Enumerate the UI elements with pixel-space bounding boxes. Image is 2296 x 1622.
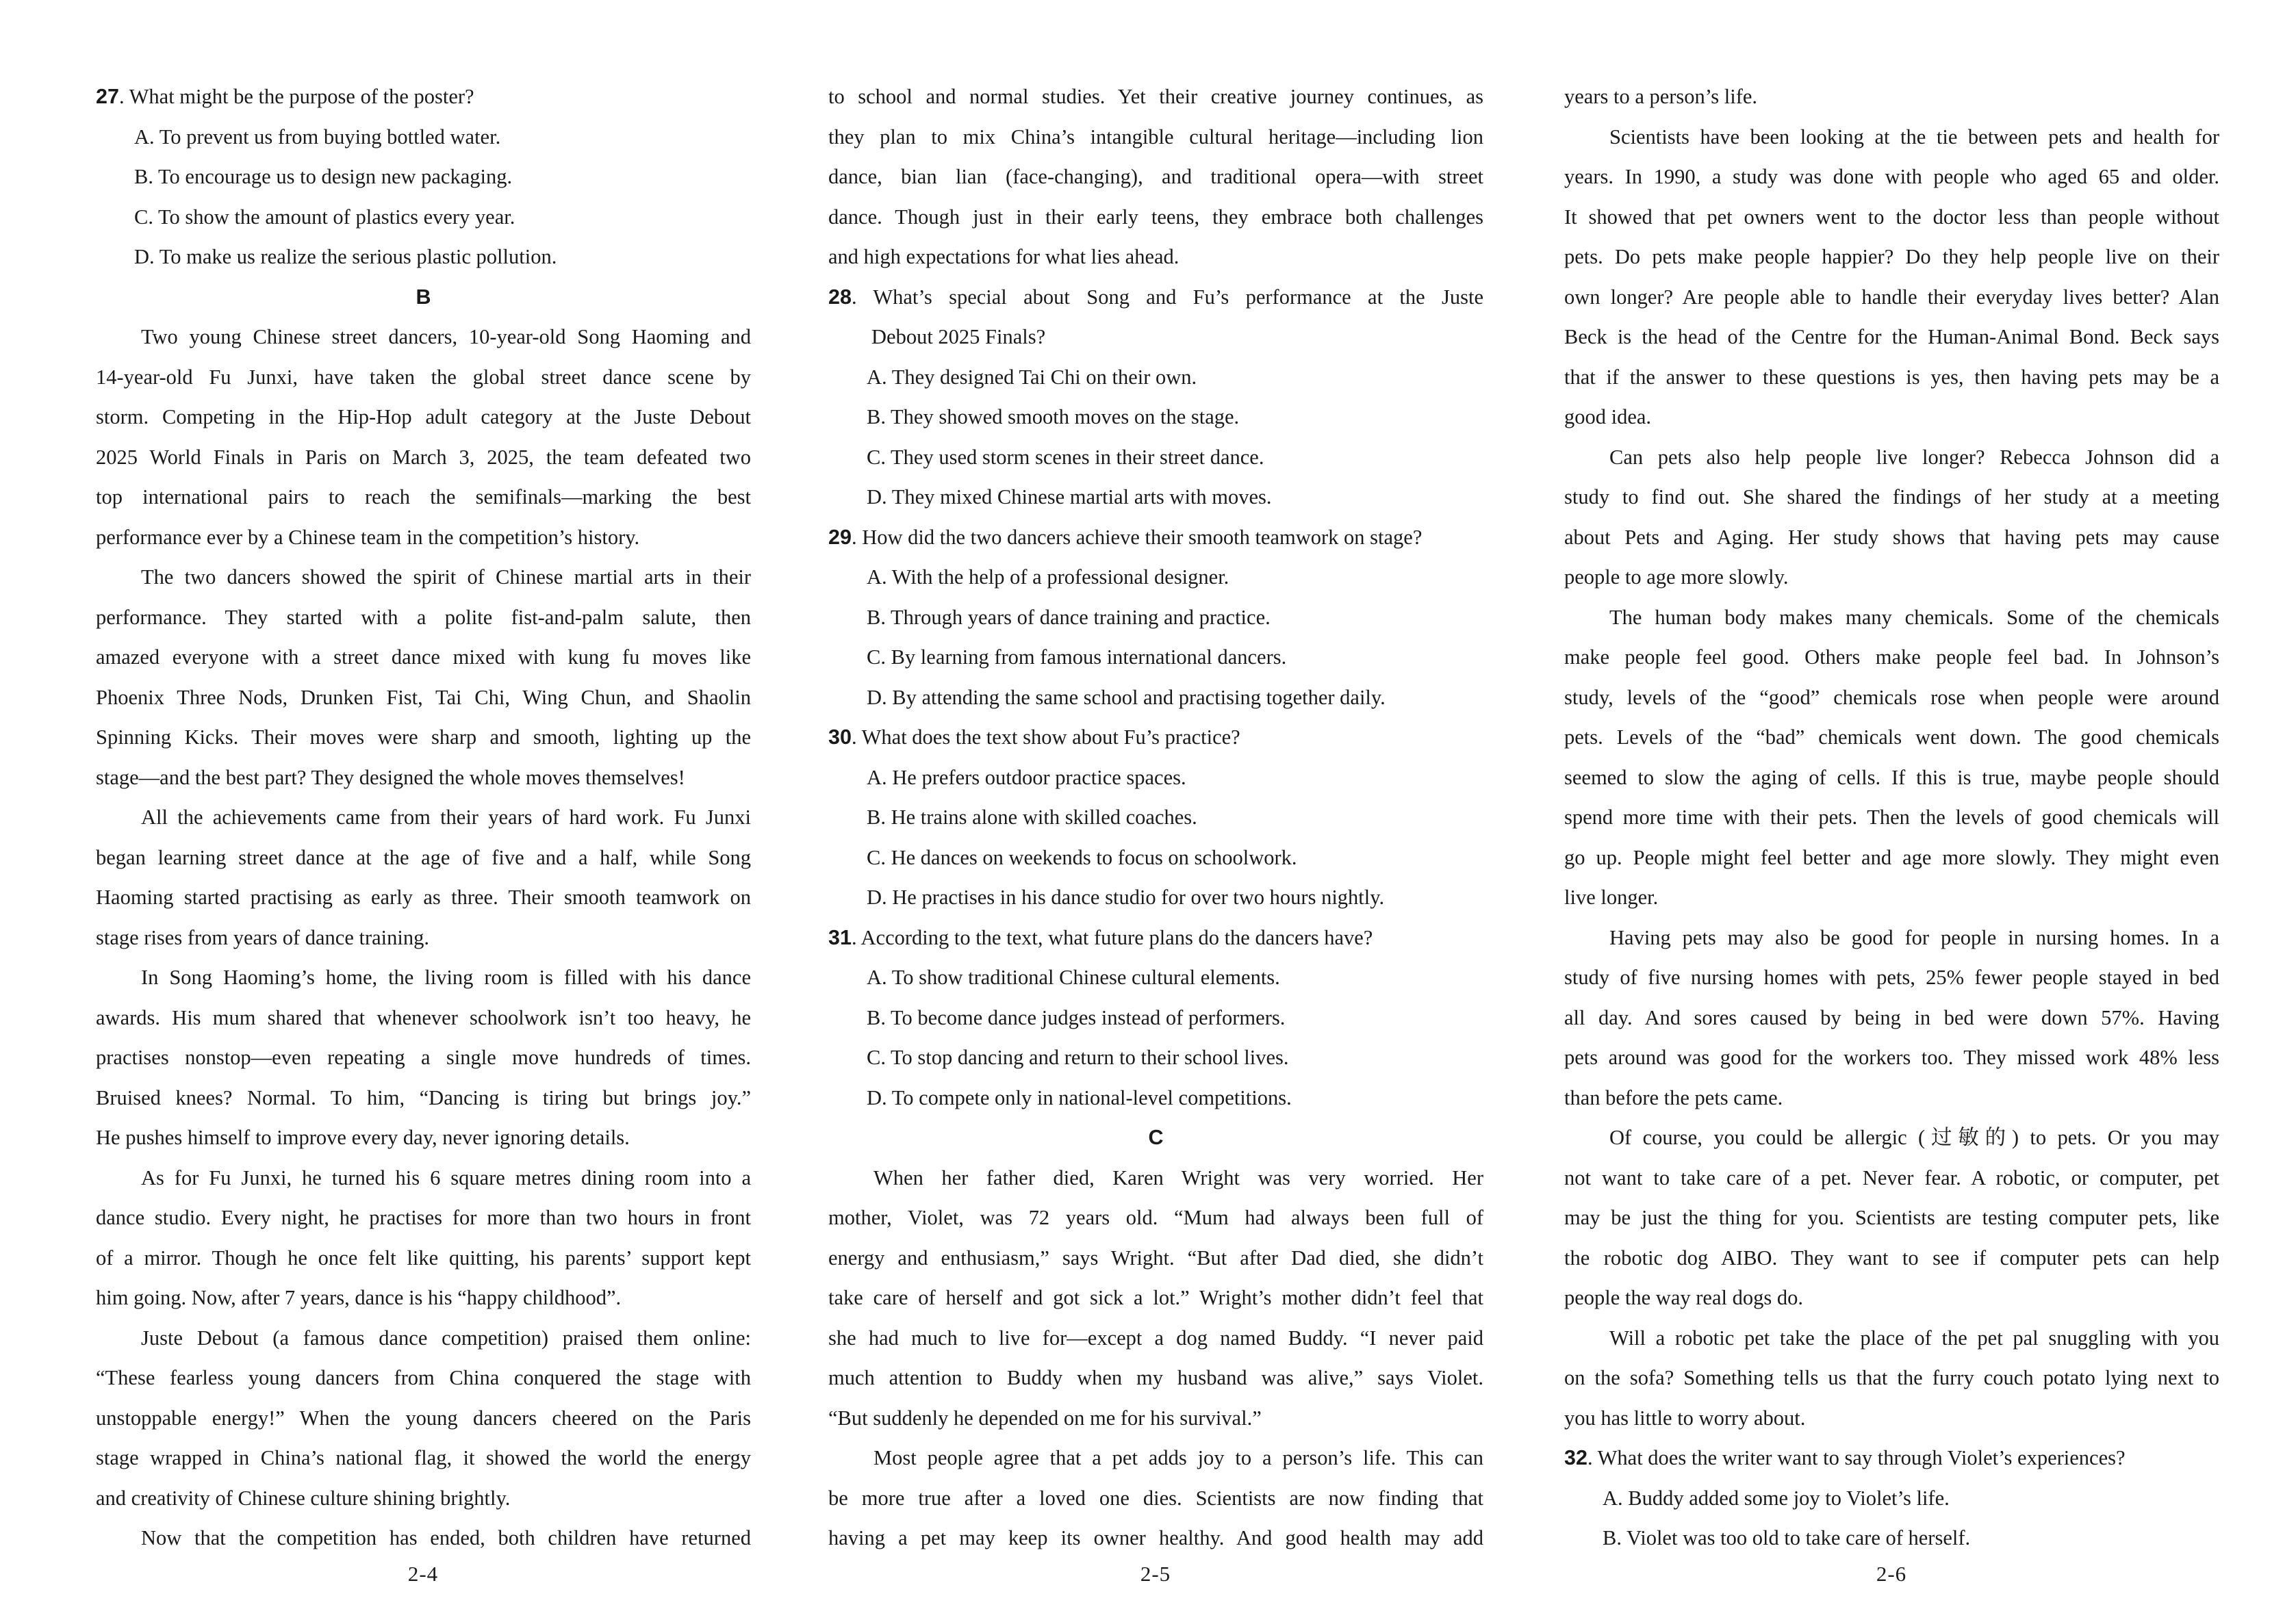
answer-option: C. To stop dancing and return to their school lives. — [867, 1046, 1289, 1069]
answer-option: D. By attending the same school and practising together daily. — [867, 685, 1386, 709]
passage-line: dance. Though just in their early teens, they embrace both challenges — [828, 205, 1483, 229]
passage-line: all day. And sores caused by being in bed were down 57%. Having — [1564, 1005, 2219, 1029]
passage-line: began learning street dance at the age of five and a half, while Song — [96, 845, 751, 869]
passage-line: that if the answer to these questions is yes, then having pets may be a — [1564, 365, 2219, 389]
passage-line: you has little to worry about. — [1564, 1406, 1806, 1430]
passage-line: and high expectations for what lies ahead. — [828, 245, 1179, 268]
passage-line: years to a person’s life. — [1564, 85, 1758, 108]
passage-line: on the sofa? Something tells us that the furry couch potato lying next to — [1564, 1366, 2219, 1389]
answer-option: B. They showed smooth moves on the stage. — [867, 405, 1240, 428]
question-stem — [828, 717, 1483, 758]
passage-line: live longer. — [1564, 886, 1659, 909]
passage-line: top international pairs to reach the semifinals—marking the best — [96, 485, 751, 509]
answer-option: B. Violet was too old to take care of herself. — [1603, 1526, 1971, 1549]
passage-line: may be just the thing for you. Scientists are testing computer pets, like — [1564, 1206, 2219, 1229]
answer-option: A. They designed Tai Chi on their own. — [867, 365, 1197, 389]
question-text: . How did the two dancers achieve their smooth teamwork on stage? — [851, 525, 1423, 549]
passage-line: It showed that pet owners went to the doctor less than people without — [1564, 205, 2219, 229]
answer-option: A. To prevent us from buying bottled water. — [134, 125, 501, 149]
passage-line: When her father died, Karen Wright was very worried. Her — [873, 1166, 1483, 1189]
question-text: . What’s special about Song and Fu’s performance at the Juste — [851, 285, 1483, 309]
passage-line: dance studio. Every night, he practises for more than two hours in front — [96, 1206, 751, 1229]
answer-option: D. He practises in his dance studio for over two hours nightly. — [867, 886, 1385, 909]
page-number: 2-5 — [1140, 1562, 1171, 1586]
question-stem — [828, 517, 1483, 558]
passage-line: Spinning Kicks. Their moves were sharp and smooth, lighting up the — [96, 725, 751, 749]
page-number: 2-4 — [407, 1562, 439, 1586]
passage-line: spend more time with their pets. Then the levels of good chemicals will — [1564, 806, 2219, 829]
passage-line: dance, bian lian (face-changing), and traditional opera—with street — [828, 165, 1483, 188]
passage-line: stage rises from years of dance training. — [96, 925, 429, 949]
passage-line: Now that the competition has ended, both children have returned — [141, 1526, 751, 1549]
passage-line: stage—and the best part? They designed the whole moves themselves! — [96, 765, 685, 789]
passage-line: study of five nursing homes with pets, 25% fewer people stayed in bed — [1564, 966, 2219, 989]
passage-line: Haoming started practising as early as three. Their smooth teamwork on — [96, 886, 751, 909]
question-text: . What does the text show about Fu’s practice? — [851, 725, 1240, 749]
column-page-2-5 — [828, 77, 1483, 1558]
question-text: . According to the text, what future plans do the dancers have? — [851, 925, 1373, 949]
passage-line: people the way real dogs do. — [1564, 1286, 1803, 1309]
page-number: 2-6 — [1876, 1562, 1907, 1586]
passage-line: awards. His mum shared that whenever schoolwork isn’t too heavy, he — [96, 1005, 751, 1029]
passage-line: study, levels of the “good” chemicals rose when people were around — [1564, 685, 2219, 709]
passage-line: 14-year-old Fu Junxi, have taken the global street dance scene by — [96, 365, 751, 389]
column-page-2-4 — [96, 77, 751, 1558]
answer-option: D. They mixed Chinese martial arts with moves. — [867, 485, 1272, 509]
passage-line: He pushes himself to improve every day, never ignoring details. — [96, 1126, 630, 1149]
passage-line: performance. They started with a polite fist-and-palm salute, then — [96, 605, 751, 629]
passage-line: practises nonstop—even repeating a single move hundreds of times. — [96, 1046, 751, 1069]
passage-line: than before the pets came. — [1564, 1085, 1783, 1109]
passage-line: The human body makes many chemicals. Some of the chemicals — [1609, 605, 2219, 629]
passage-line: Bruised knees? Normal. To him, “Dancing is tiring but brings joy.” — [96, 1085, 751, 1109]
question-text: . What does the writer want to say through Violet’s experiences? — [1587, 1446, 2126, 1469]
answer-option: C. He dances on weekends to focus on schoolwork. — [867, 845, 1297, 869]
passage-line: she had much to live for—except a dog named Buddy. “I never paid — [828, 1326, 1483, 1350]
answer-option: C. They used storm scenes in their street dance. — [867, 445, 1264, 469]
passage-line: people to age more slowly. — [1564, 565, 1789, 589]
answer-option: A. Buddy added some joy to Violet’s life. — [1603, 1486, 1950, 1510]
passage-line: him going. Now, after 7 years, dance is his “happy childhood”. — [96, 1286, 622, 1309]
passage-line: Beck is the head of the Centre for the Human-Animal Bond. Beck says — [1564, 325, 2219, 348]
answer-option: D. To make us realize the serious plastic pollution. — [134, 245, 557, 268]
passage-line: years. In 1990, a study was done with people who aged 65 and older. — [1564, 165, 2219, 188]
passage-line: good idea. — [1564, 405, 1652, 428]
passage-line: All the achievements came from their years of hard work. Fu Junxi — [141, 806, 751, 829]
answer-option: C. To show the amount of plastics every year. — [134, 205, 515, 229]
passage-line: performance ever by a Chinese team in the competition’s history. — [96, 525, 640, 549]
passage-line: Scientists have been looking at the tie between pets and health for — [1609, 125, 2219, 149]
question-number: 29 — [828, 525, 852, 549]
passage-line: own longer? Are people able to handle their everyday lives better? Alan — [1564, 285, 2219, 309]
passage-line: pets around was good for the workers too. They missed work 48% less — [1564, 1046, 2219, 1069]
question-stem — [1564, 1438, 2219, 1478]
question-number: 31 — [828, 925, 852, 949]
passage-line: take care of herself and got sick a lot.” Wright’s mother didn’t feel that — [828, 1286, 1483, 1309]
answer-option: D. To compete only in national-level competitions. — [867, 1085, 1292, 1109]
passage-line: Can pets also help people live longer? Rebecca Johnson did a — [1609, 445, 2219, 469]
passage-line: mother, Violet, was 72 years old. “Mum had always been full of — [828, 1206, 1483, 1229]
passage-line: study to find out. She shared the findings of her study at a meeting — [1564, 485, 2219, 509]
passage-line: the robotic dog AIBO. They want to see if computer pets can help — [1564, 1246, 2219, 1270]
passage-line: “But suddenly he depended on me for his survival.” — [828, 1406, 1262, 1430]
question-stem — [828, 277, 1483, 318]
question-number: 32 — [1564, 1446, 1587, 1469]
passage-line: much attention to Buddy when my husband was alive,” says Violet. — [828, 1366, 1483, 1389]
passage-line: energy and enthusiasm,” says Wright. “But after Dad died, she didn’t — [828, 1246, 1483, 1270]
question-number: 28 — [828, 285, 852, 309]
passage-line: Phoenix Three Nods, Drunken Fist, Tai Chi, Wing Chun, and Shaolin — [96, 685, 751, 709]
question-text: . What might be the purpose of the poster? — [118, 85, 474, 108]
passage-line: having a pet may keep its owner healthy. And good health may add — [828, 1526, 1483, 1549]
question-number: 30 — [828, 725, 852, 749]
passage-line: pets. Levels of the “bad” chemicals went down. The good chemicals — [1564, 725, 2219, 749]
passage-line: The two dancers showed the spirit of Chinese martial arts in their — [141, 565, 751, 589]
passage-line: Having pets may also be good for people in nursing homes. In a — [1609, 925, 2219, 949]
passage-line: make people feel good. Others make people feel bad. In Johnson’s — [1564, 645, 2219, 669]
answer-option: B. He trains alone with skilled coaches. — [867, 806, 1197, 829]
passage-line: “These fearless young dancers from China conquered the stage with — [96, 1366, 751, 1389]
passage-line: pets. Do pets make people happier? Do they help people live on their — [1564, 245, 2219, 268]
passage-line: not want to take care of a pet. Never fear. A robotic, or computer, pet — [1564, 1166, 2219, 1189]
answer-option: A. He prefers outdoor practice spaces. — [867, 765, 1186, 789]
answer-option: A. With the help of a professional designer. — [867, 565, 1229, 589]
passage-line: and creativity of Chinese culture shining brightly. — [96, 1486, 511, 1510]
passage-line: Debout 2025 Finals? — [871, 325, 1046, 348]
passage-line: storm. Competing in the Hip-Hop adult category at the Juste Debout — [96, 405, 751, 428]
passage-line: Two young Chinese street dancers, 10-year-old Song Haoming and — [141, 325, 751, 348]
passage-line: be more true after a loved one dies. Scientists are now finding that — [828, 1486, 1483, 1510]
passage-line: of a mirror. Though he once felt like quitting, his parents’ support kept — [96, 1246, 751, 1270]
passage-line: stage wrapped in China’s national flag, it showed the world the energy — [96, 1446, 751, 1469]
passage-line: amazed everyone with a street dance mixed with kung fu moves like — [96, 645, 751, 669]
passage-line: to school and normal studies. Yet their creative journey continues, as — [828, 85, 1483, 108]
question-stem — [96, 77, 751, 117]
passage-line: Juste Debout (a famous dance competition) praised them online: — [141, 1326, 751, 1350]
section-heading: B — [416, 285, 431, 309]
passage-line: 2025 World Finals in Paris on March 3, 2025, the team defeated two — [96, 445, 751, 469]
passage-line: go up. People might feel better and age more slowly. They might even — [1564, 845, 2219, 869]
passage-line: they plan to mix China’s intangible cultural heritage—including lion — [828, 125, 1483, 149]
answer-option: B. Through years of dance training and practice. — [867, 605, 1271, 629]
answer-option: C. By learning from famous international dancers. — [867, 645, 1287, 669]
answer-option: A. To show traditional Chinese cultural elements. — [867, 966, 1280, 989]
passage-line: seemed to slow the aging of cells. If this is true, maybe people should — [1564, 765, 2219, 789]
answer-option: B. To encourage us to design new packaging. — [134, 165, 513, 188]
passage-line: about Pets and Aging. Her study shows that having pets may cause — [1564, 525, 2219, 549]
passage-line: As for Fu Junxi, he turned his 6 square metres dining room into a — [141, 1166, 751, 1189]
passage-line: In Song Haoming’s home, the living room is filled with his dance — [141, 966, 751, 989]
column-page-2-6 — [1564, 77, 2219, 1558]
question-stem — [828, 918, 1483, 958]
passage-line: Most people agree that a pet adds joy to a person’s life. This can — [873, 1446, 1483, 1469]
passage-line: Will a robotic pet take the place of the pet pal snuggling with you — [1609, 1326, 2219, 1350]
section-heading: C — [1148, 1126, 1164, 1149]
passage-line: Of course, you could be allergic (过敏的) to pets. Or you may — [1609, 1126, 2219, 1149]
question-number: 27 — [96, 85, 119, 108]
passage-line: unstoppable energy!” When the young dancers cheered on the Paris — [96, 1406, 751, 1430]
answer-option: B. To become dance judges instead of performers. — [867, 1005, 1286, 1029]
